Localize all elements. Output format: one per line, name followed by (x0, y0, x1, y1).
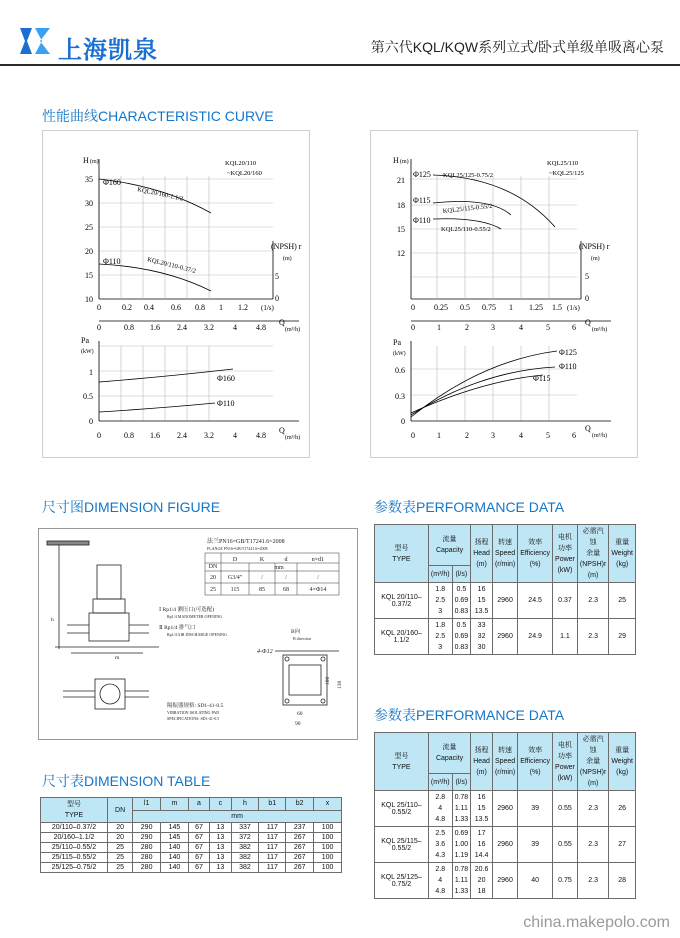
q-m3-tick: 4 (519, 323, 523, 332)
flange-unit: mm (274, 565, 284, 571)
section-title-perf-1: 参数表PERFORMANCE DATA (374, 499, 565, 515)
q-ls-tick: 0 (411, 303, 415, 312)
table-row (41, 823, 342, 833)
perf-power: 1.1 (553, 619, 578, 655)
h-tick: 25 (85, 223, 93, 232)
performance-table-2 (374, 732, 636, 899)
flange-cell: 68 (283, 587, 289, 593)
dim-cell: 13 (210, 823, 231, 833)
dim-cell: 267 (286, 843, 314, 853)
npsh-label: (NPSH) r (579, 242, 610, 251)
dim-header-unit: mm (133, 810, 342, 823)
q-ls-tick: 1 (219, 303, 223, 312)
flange-col: K (259, 557, 265, 563)
dim-90: 90 (295, 721, 301, 727)
table-row (375, 583, 636, 619)
perf-head: 17 16 14.4 (471, 827, 493, 863)
curve-chart-right (371, 131, 637, 457)
dim-cell: 140 (161, 853, 189, 863)
perf-header-eff: 效率 Efficiency (%) (518, 733, 553, 791)
flange-title: 法兰PN16=GB/T17241.6=2008 (207, 539, 285, 545)
npsh-tick: 0 (275, 294, 279, 303)
model-label-top: KQL25/125-0.75/2 (443, 172, 494, 179)
q-m3-tick: 2.4 (177, 323, 187, 332)
dim-cell: 145 (161, 833, 189, 843)
q-m3-tick: 6 (572, 323, 576, 332)
pa-q-tick: 3 (491, 431, 495, 440)
dim-cell: 13 (210, 863, 231, 873)
perf-header-capacity: 流量 Capacity (428, 733, 470, 774)
perf-header-npsh: 必需汽蚀 余量 (NPSH)r (m) (577, 733, 608, 791)
perf-power: 0.55 (553, 827, 578, 863)
dia-label-top: Φ125 (413, 170, 431, 179)
pa-q-label: Q (585, 424, 591, 433)
spec-en-1: VIBRATION ISOLATING PAD (167, 710, 220, 715)
perf-q-m3: 2.8 4 4.8 (428, 791, 452, 827)
q-ls-tick: 1.25 (529, 303, 543, 312)
perf-header-type: 型号 TYPE (375, 733, 429, 791)
perf-head: 33 32 30 (471, 619, 493, 655)
dim-cell: 280 (133, 863, 161, 873)
perf-header-cap-unit-2: (l/s) (452, 566, 471, 583)
dim-header-l1: l1 (133, 798, 161, 811)
perf-type: KQL 25/110–0.55/2 (375, 791, 429, 827)
perf-npsh: 2.3 (577, 791, 608, 827)
dim-cell: 337 (231, 823, 259, 833)
perf-q-ls: 0.69 1.00 1.19 (452, 827, 471, 863)
document-title: 第六代KQL/KQW系列立式/卧式单级单吸离心泵 (370, 39, 664, 55)
dim-cell: 117 (259, 843, 286, 853)
dim-cell: 267 (286, 853, 314, 863)
curve-panel-left (42, 130, 310, 458)
perf-power: 0.55 (553, 791, 578, 827)
section-title-curve: 性能曲线CHARACTERISTIC CURVE (42, 108, 274, 124)
perf-speed: 2960 (492, 791, 517, 827)
dim-cell: 100 (314, 853, 342, 863)
note-1-en: Rp1/4 MANOMETER OPENING (167, 614, 223, 619)
dim-cell: 145 (161, 823, 189, 833)
flange-cell: 4×Φ14 (309, 587, 327, 593)
dim-cell: 13 (210, 843, 231, 853)
perf-header-weight: 重量 Weight (kg) (609, 525, 636, 583)
flange-cell: 85 (259, 587, 265, 593)
perf-eff: 24.5 (518, 583, 553, 619)
dia-label-upper: Φ160 (103, 178, 121, 187)
pa-q-tick: 5 (546, 431, 550, 440)
dim-cell: 25/125–0.75/2 (41, 863, 108, 873)
table-row (41, 833, 342, 843)
dim-header-m: m (161, 798, 189, 811)
dim-cell: 25/115–0.55/2 (41, 853, 108, 863)
dim-cell: 117 (259, 823, 286, 833)
flange-col: d (284, 557, 288, 563)
section-title-dimension-figure: 尺寸图DIMENSION FIGURE (42, 499, 221, 515)
dim-cell: 100 (314, 843, 342, 853)
dia-label-lower: Φ110 (103, 257, 121, 266)
flange-cell: / (285, 575, 287, 581)
pa-q-tick: 0.8 (124, 431, 134, 440)
note-2: Ⅱ Rp1/4 排气口 (159, 625, 196, 631)
dim-m: m (115, 655, 120, 661)
flange-cell: / (317, 575, 319, 581)
model-label-upper: KQL20/160-1.1/2 (136, 186, 184, 203)
dim-header-dn: DN (108, 798, 133, 823)
perf-npsh: 2.3 (577, 863, 608, 899)
dimension-drawing (39, 529, 357, 739)
perf-q-m3: 2.5 3.6 4.3 (428, 827, 452, 863)
pa-q-tick: 1.6 (150, 431, 160, 440)
dim-cell: 117 (259, 853, 286, 863)
pa-tick: 0.6 (395, 366, 405, 375)
model-label-mid: KQL25/115-0.55/2 (442, 202, 493, 215)
perf-header-speed: 转速 Speed (r/min) (492, 525, 517, 583)
perf-q-ls: 0.78 1.11 1.33 (452, 863, 471, 899)
model-label-low: KQL25/110-0.55/2 (441, 226, 491, 233)
watermark-text: china.makepolo.com (523, 914, 670, 931)
dimension-figure-panel (38, 528, 358, 740)
q-ls-tick: 1 (509, 303, 513, 312)
dim-header-b2: b2 (286, 798, 314, 811)
pa-tick: 0 (89, 417, 93, 426)
dim-cell: 25 (108, 863, 133, 873)
q-m3-tick: 0 (97, 323, 101, 332)
curve-panel-right (370, 130, 638, 458)
table-row (41, 843, 342, 853)
perf-header-weight: 重量 Weight (kg) (609, 733, 636, 791)
flange-title-en: FLANGE PN16=GB/T17241.6=2008 (207, 546, 268, 551)
spec-en-2: SPECIFICATIONS: SD1-41-0.5 (167, 716, 220, 721)
q-m3-tick: 3 (491, 323, 495, 332)
perf-eff: 39 (518, 791, 553, 827)
pa-q-tick: 2.4 (177, 431, 187, 440)
dim-cell: 67 (188, 853, 209, 863)
brand-logo-icon (18, 24, 52, 58)
q-m3-unit: (m³/h) (285, 327, 301, 333)
flange-cell: 115 (230, 587, 240, 593)
dim-cell: 20 (108, 833, 133, 843)
pa-unit: (kW) (81, 349, 94, 355)
perf-header-type: 型号 TYPE (375, 525, 429, 583)
pa-q-tick: 3.2 (204, 431, 214, 440)
h-axis-label: H (393, 156, 399, 165)
q-m3-tick: 4 (233, 323, 237, 332)
perf-eff: 24.9 (518, 619, 553, 655)
flange-cell: / (261, 575, 263, 581)
perf-power: 0.37 (553, 583, 578, 619)
q-m3-tick: 1.6 (150, 323, 160, 332)
performance-table-1 (374, 524, 636, 655)
q-ls-tick: 0.6 (171, 303, 181, 312)
perf-speed: 2960 (492, 583, 517, 619)
dim-cell: 372 (231, 833, 259, 843)
legend-1: KQL25/110 (547, 160, 579, 167)
dim-cell: 20/160–1.1/2 (41, 833, 108, 843)
pa-label: Pa (81, 336, 89, 345)
dim-header-type: 型号 TYPE (41, 798, 108, 823)
dim-cell: 290 (133, 823, 161, 833)
perf-npsh: 2.3 (577, 619, 608, 655)
flange-col: D (232, 557, 238, 563)
h-tick: 15 (85, 271, 93, 280)
perf-header-cap-unit-1: (m³/h) (428, 566, 452, 583)
q-ls-tick: 0.4 (144, 303, 154, 312)
npsh-tick: 0 (585, 294, 589, 303)
spec-label: 隔振器规格: SD1-41-0.5 (167, 703, 224, 709)
dim-cell: 280 (133, 853, 161, 863)
dim-cell: 100 (314, 863, 342, 873)
dim-cell: 13 (210, 853, 231, 863)
table-row (375, 619, 636, 655)
flange-cell: G3/4" (227, 575, 243, 581)
pa-q-tick: 4 (519, 431, 523, 440)
dim-h: h (51, 617, 54, 623)
perf-npsh: 2.3 (577, 827, 608, 863)
dim-cell: 140 (161, 843, 189, 853)
dim-60: 60 (297, 711, 303, 717)
perf-header-speed: 转速 Speed (r/min) (492, 733, 517, 791)
h-tick: 35 (85, 175, 93, 184)
dim-100: 100 (325, 676, 331, 685)
perf-type: KQL 25/125–0.75/2 (375, 863, 429, 899)
dim-cell: 382 (231, 843, 259, 853)
flange-cell: 25 (210, 587, 216, 593)
perf-npsh: 2.3 (577, 583, 608, 619)
perf-eff: 40 (518, 863, 553, 899)
q-ls-tick: 0.8 (195, 303, 205, 312)
dim-cell: 117 (259, 863, 286, 873)
q-ls-unit: (1/s) (567, 304, 580, 312)
pa-dia-low: Φ115 (533, 374, 551, 383)
perf-weight: 26 (609, 791, 636, 827)
pa-tick: 0.3 (395, 392, 405, 401)
q-label: Q (279, 318, 285, 327)
flange-cell: 20 (210, 575, 216, 581)
pa-q-tick: 4 (233, 431, 237, 440)
dim-cell: 25/110–0.55/2 (41, 843, 108, 853)
pa-label: Pa (393, 338, 401, 347)
h-tick: 10 (85, 295, 93, 304)
dim-cell: 117 (259, 833, 286, 843)
dim-header-h: h (231, 798, 259, 811)
h-axis-label: H (83, 156, 89, 165)
dia-label-mid: Φ115 (413, 196, 431, 205)
dia-label-low: Φ110 (413, 216, 431, 225)
base-hole-label: 4-Φ12 (257, 649, 273, 655)
q-m3-tick: 2 (465, 323, 469, 332)
pa-unit: (kW) (393, 351, 406, 357)
pa-tick: 0 (401, 417, 405, 426)
perf-q-ls: 0.78 1.11 1.33 (452, 791, 471, 827)
pa-dia-top: Φ125 (559, 348, 577, 357)
flange-col: DN (208, 564, 218, 570)
note-2-en: Rp1/4 AIR DISCHARGE OPENING (167, 632, 227, 637)
h-axis-unit: (m) (400, 159, 409, 165)
h-tick: 15 (397, 225, 405, 234)
perf-q-ls: 0.5 0.69 0.83 (452, 619, 471, 655)
perf-type: KQL 20/110–0.37/2 (375, 583, 429, 619)
dimension-table (40, 797, 342, 873)
pa-tick: 0.5 (83, 392, 93, 401)
perf-header-cap-unit-2: (l/s) (452, 774, 471, 791)
dim-cell: 237 (286, 823, 314, 833)
dim-cell: 67 (188, 823, 209, 833)
model-label-lower: KQL20/110-0.37/2 (146, 256, 197, 275)
pa-q-tick: 0 (411, 431, 415, 440)
perf-speed: 2960 (492, 863, 517, 899)
perf-head: 20.6 20 18 (471, 863, 493, 899)
dim-cell: 267 (286, 863, 314, 873)
section-title-perf-2: 参数表PERFORMANCE DATA (374, 707, 565, 723)
perf-weight: 29 (609, 619, 636, 655)
q-ls-tick: 0.5 (460, 303, 470, 312)
q-ls-tick: 0 (97, 303, 101, 312)
dim-cell: 280 (133, 843, 161, 853)
perf-header-capacity: 流量 Capacity (428, 525, 470, 566)
npsh-unit: (m) (283, 256, 292, 262)
legend-2: ~KQL20/160 (227, 170, 262, 177)
perf-head: 16 15 13.5 (471, 583, 493, 619)
dim-130: 130 (337, 680, 343, 689)
pa-dia-upper: Φ160 (217, 374, 235, 383)
q-ls-unit: (1/s) (261, 304, 274, 312)
pa-q-tick: 6 (572, 431, 576, 440)
q-m3-tick: 0 (411, 323, 415, 332)
dim-cell: 25 (108, 853, 133, 863)
table-row (375, 827, 636, 863)
perf-type: KQL 20/160–1.1/2 (375, 619, 429, 655)
perf-weight: 27 (609, 827, 636, 863)
perf-q-m3: 2.8 4 4.8 (428, 863, 452, 899)
perf-header-cap-unit-1: (m³/h) (428, 774, 452, 791)
b-direction-label: B向 (291, 629, 301, 635)
pa-dia-lower: Φ110 (217, 399, 235, 408)
dim-cell: 267 (286, 833, 314, 843)
q-ls-tick: 0.2 (122, 303, 132, 312)
q-m3-tick: 0.8 (124, 323, 134, 332)
q-m3-tick: 3.2 (204, 323, 214, 332)
dim-cell: 100 (314, 833, 342, 843)
note-1: Ⅰ Rp1/4 测压口(可选配) (159, 607, 215, 613)
dim-header-b1: b1 (259, 798, 286, 811)
perf-power: 0.75 (553, 863, 578, 899)
h-tick: 21 (397, 176, 405, 185)
pa-q-unit: (m³/h) (592, 433, 608, 439)
pa-q-unit: (m³/h) (285, 435, 301, 441)
npsh-tick: 5 (275, 272, 279, 281)
dim-cell: 20 (108, 823, 133, 833)
dim-cell: 382 (231, 863, 259, 873)
perf-type: KQL 25/115–0.55/2 (375, 827, 429, 863)
h-tick: 18 (397, 201, 405, 210)
pa-q-tick: 0 (97, 431, 101, 440)
perf-q-m3: 1.8 2.5 3 (428, 583, 452, 619)
table-row (41, 863, 342, 873)
h-tick: 20 (85, 247, 93, 256)
pa-dia-mid: Φ110 (559, 362, 577, 371)
q-m3-tick: 4.8 (256, 323, 266, 332)
perf-header-head: 扬程 Head (m) (471, 733, 493, 791)
perf-header-power: 电机 功率 Power (kW) (553, 733, 578, 791)
header-rule (0, 64, 680, 66)
perf-header-head: 扬程 Head (m) (471, 525, 493, 583)
q-ls-tick: 1.5 (552, 303, 562, 312)
q-m3-tick: 5 (546, 323, 550, 332)
h-axis-unit: (m) (90, 159, 99, 165)
perf-q-ls: 0.5 0.69 0.83 (452, 583, 471, 619)
table-row (375, 791, 636, 827)
pa-q-tick: 4.8 (256, 431, 266, 440)
h-tick: 30 (85, 199, 93, 208)
pa-tick: 1 (89, 368, 93, 377)
npsh-label: (NPSH) r (271, 242, 302, 251)
legend-1: KQL20/110 (225, 160, 257, 167)
dim-cell: 140 (161, 863, 189, 873)
table-row (41, 853, 342, 863)
perf-speed: 2960 (492, 619, 517, 655)
b-direction-label-en: B direction (293, 636, 311, 641)
perf-header-power: 电机 功率 Power (kW) (553, 525, 578, 583)
dim-header-a: a (188, 798, 209, 811)
brand-name: 上海凯泉 (58, 37, 158, 64)
h-tick: 12 (397, 249, 405, 258)
legend-2: ~KQL25/125 (549, 170, 584, 177)
perf-speed: 2960 (492, 827, 517, 863)
npsh-unit: (m) (591, 256, 600, 262)
dim-cell: 100 (314, 823, 342, 833)
perf-q-m3: 1.8 2.5 3 (428, 619, 452, 655)
dim-header-x: x (314, 798, 342, 811)
dim-cell: 67 (188, 843, 209, 853)
section-title-dimension-table: 尺寸表DIMENSION TABLE (42, 773, 211, 789)
q-ls-tick: 0.25 (434, 303, 448, 312)
dim-cell: 20/110–0.37/2 (41, 823, 108, 833)
pa-q-tick: 2 (465, 431, 469, 440)
q-label: Q (585, 318, 591, 327)
q-m3-unit: (m³/h) (592, 327, 608, 333)
perf-weight: 25 (609, 583, 636, 619)
perf-head: 16 15 13.5 (471, 791, 493, 827)
npsh-tick: 5 (585, 272, 589, 281)
dim-cell: 13 (210, 833, 231, 843)
dim-header-c: c (210, 798, 231, 811)
dim-cell: 290 (133, 833, 161, 843)
perf-header-eff: 效率 Efficiency (%) (518, 525, 553, 583)
table-row (375, 863, 636, 899)
pa-q-tick: 1 (437, 431, 441, 440)
q-m3-tick: 1 (437, 323, 441, 332)
dim-cell: 25 (108, 843, 133, 853)
curve-chart-left (43, 131, 309, 457)
dim-cell: 382 (231, 853, 259, 863)
q-ls-tick: 1.2 (238, 303, 248, 312)
dim-cell: 67 (188, 863, 209, 873)
perf-weight: 28 (609, 863, 636, 899)
q-ls-tick: 0.75 (482, 303, 496, 312)
flange-col: n×d1 (311, 557, 325, 563)
dim-cell: 67 (188, 833, 209, 843)
perf-eff: 39 (518, 827, 553, 863)
pa-q-label: Q (279, 426, 285, 435)
perf-header-npsh: 必需汽蚀 余量 (NPSH)r (m) (577, 525, 608, 583)
